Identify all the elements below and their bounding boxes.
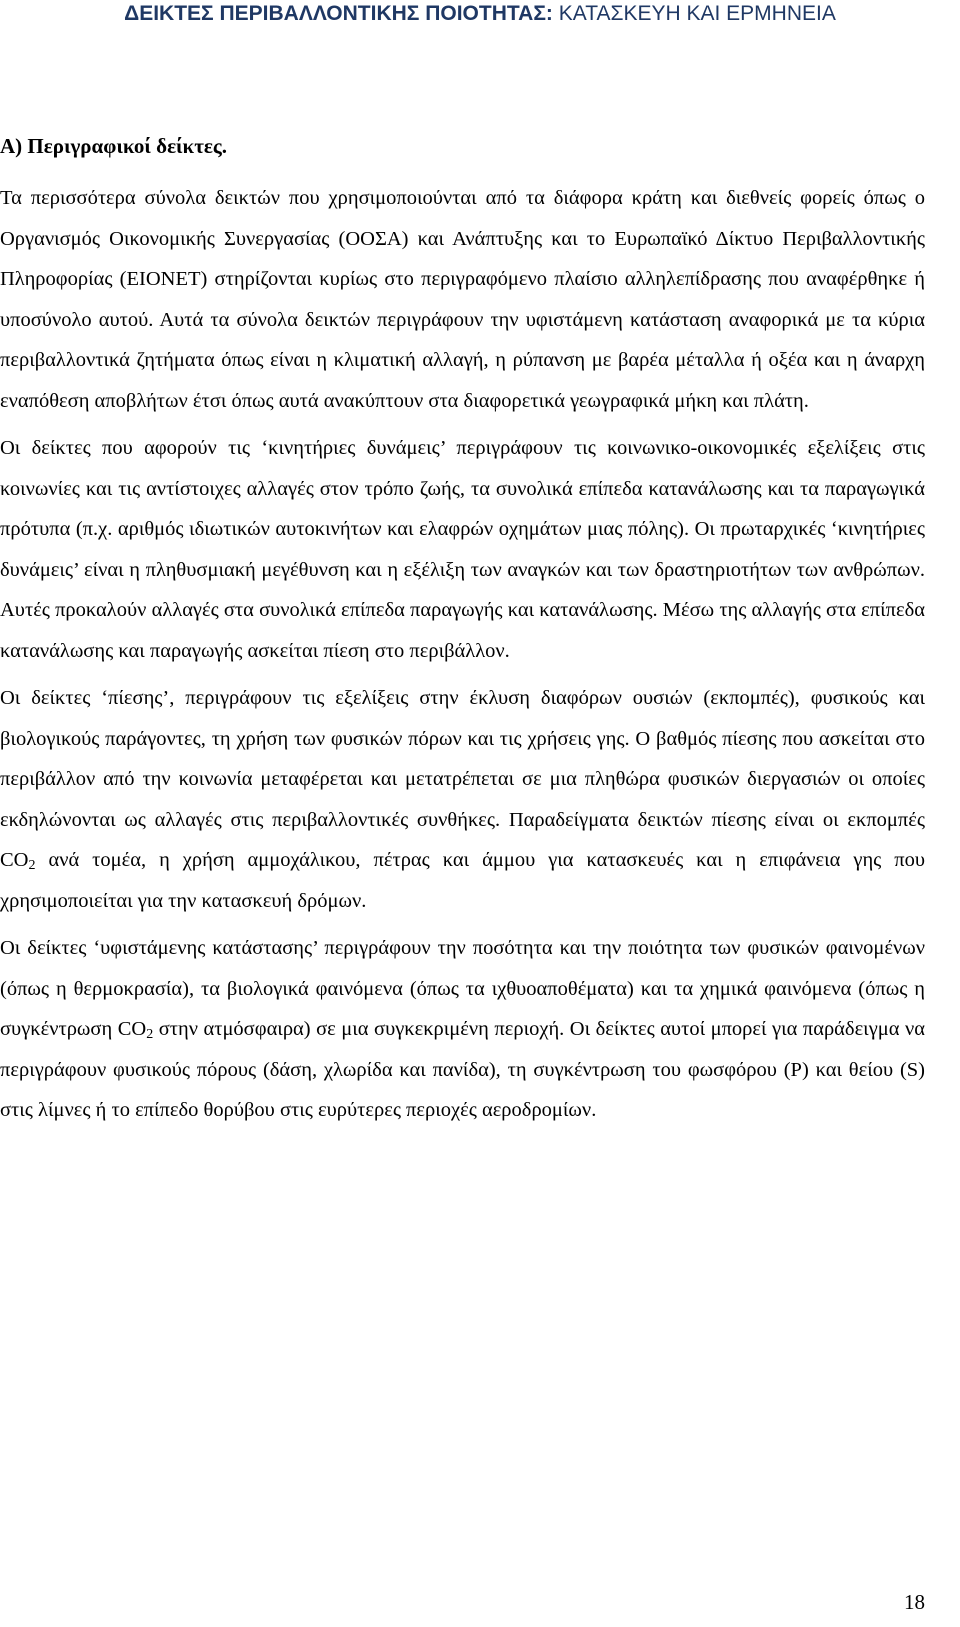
header-title-rest: ΚΑΤΑΣΚΕΥΗ ΚΑΙ ΕΡΜΗΝΕΙΑ (552, 2, 836, 25)
paragraph-driving-forces: Οι δείκτες που αφορούν τις ‘κινητήριες δυνάμεις’ περιγράφουν τις κοινωνικο-οικονομικές εξελίξεις στις κοινωνίες και τις αντίστοιχες αλλαγές στον τρόπο ζωής, τα συνολικά επίπεδα κατανάλωσης και τα παραγωγικά πρότυπα (π.χ. αριθμός ιδιωτικών αυτοκινήτων και ελαφρών οχημάτων μιας πόλης). Οι πρωταρχικές ‘κινητήριες δυνάμεις’ είναι η πληθυσμιακή μεγέθυνση και η εξέλιξη των αναγκών και των δραστηριοτήτων των ανθρώπων. Αυτές προκαλούν αλλαγές στα συνολικά επίπεδα παραγωγής και κατανάλωσης. Μέσω της αλλαγής στα επίπεδα κατανάλωσης και παραγωγής ασκείται πίεση στο περιβάλλον. (0, 437, 925, 662)
paragraph-state-indicators (0, 928, 925, 1131)
state-text-part-2: στην ατμόσφαιρα) σε μια συγκεκριμένη περιοχή. Οι δείκτες αυτοί μπορεί για παράδειγμα να περιγράφουν φυσικούς πόρους (δάση, χλωρίδα και πανίδα), τη συγκέντρωση του φωσφόρου (P) και θείου (S) στις λίμνες ή το επίπεδο θορύβου στις ευρύτερες περιοχές αεροδρομίων. (0, 1018, 925, 1121)
header-title-bold: ΔΕΙΚΤΕΣ ΠΕΡΙΒΑΛΛΟΝΤΙΚΗΣ ΠΟΙΟΤΗΤΑΣ: (124, 2, 553, 25)
pressure-text-part-1: Οι δείκτες ‘πίεσης’, περιγράφουν τις εξελίξεις στην έκλυση διαφόρων ουσιών (εκπομπές), φυσικούς και βιολογικούς παράγοντες, τη χρήση των φυσικών πόρων και τις χρήσεις γης. Ο βαθμός πίεσης που ασκείται στο περιβάλλον από την κοινωνία μεταφέρεται και μετατρέπεται σε μια πληθώρα φυσικών διεργασιών οι οποίες εκδηλώνονται ως αλλαγές στις περιβαλλοντικές συνθήκες. Παραδείγματα δεικτών πίεσης είναι οι εκπομπές CO (0, 687, 925, 871)
document-body (0, 128, 925, 1138)
paragraph-pressure-indicators (0, 678, 925, 921)
page-number: 18 (904, 1590, 925, 1614)
paragraph-descriptive-indicators: Τα περισσότερα σύνολα δεικτών που χρησιμοποιούνται από τα διάφορα κράτη και διεθνείς φορείς όπως ο Οργανισμός Οικονομικής Συνεργασίας (ΟΟΣΑ) και Ανάπτυξης και το Ευρωπαϊκό Δίκτυο Περιβαλλοντικής Πληροφορίας (EIONET) στηρίζονται κυρίως στο περιγραφόμενο πλαίσιο αλληλεπίδρασης που αναφέρθηκε ή υποσύνολο αυτού. Αυτά τα σύνολα δεικτών περιγράφουν την υφιστάμενη κατάσταση αναφορικά με τα κύρια περιβαλλοντικά ζητήματα όπως είναι η κλιματική αλλαγή, η ρύπανση με βαρέα μέταλλα ή οξέα και η άναρχη εναπόθεση αποβλήτων έτσι όπως αυτά ανακύπτουν στα διαφορετικά γεωγραφικά μήκη και πλάτη. (0, 187, 925, 412)
running-header (0, 2, 960, 26)
co2-subscript: 2 (146, 1027, 154, 1042)
pressure-text-part-2: ανά τομέα, η χρήση αμμοχάλικου, πέτρας και άμμου για κατασκευές και η επιφάνεια γης που χρησιμοποιείται για την κατασκευή δρόμων. (0, 849, 925, 912)
co2-subscript: 2 (28, 858, 36, 873)
section-title: Α) Περιγραφικοί δείκτες. (0, 134, 227, 158)
state-text-part-1: Οι δείκτες ‘υφιστάμενης κατάστασης’ περιγράφουν την ποσότητα και την ποιότητα των φυσικών φαινομένων (όπως η θερμοκρασία), τα βιολογικά φαινόμενα (όπως τα ιχθυοαποθέματα) και τα χημικά φαινόμενα (όπως η συγκέντρωση CO (0, 937, 925, 1040)
